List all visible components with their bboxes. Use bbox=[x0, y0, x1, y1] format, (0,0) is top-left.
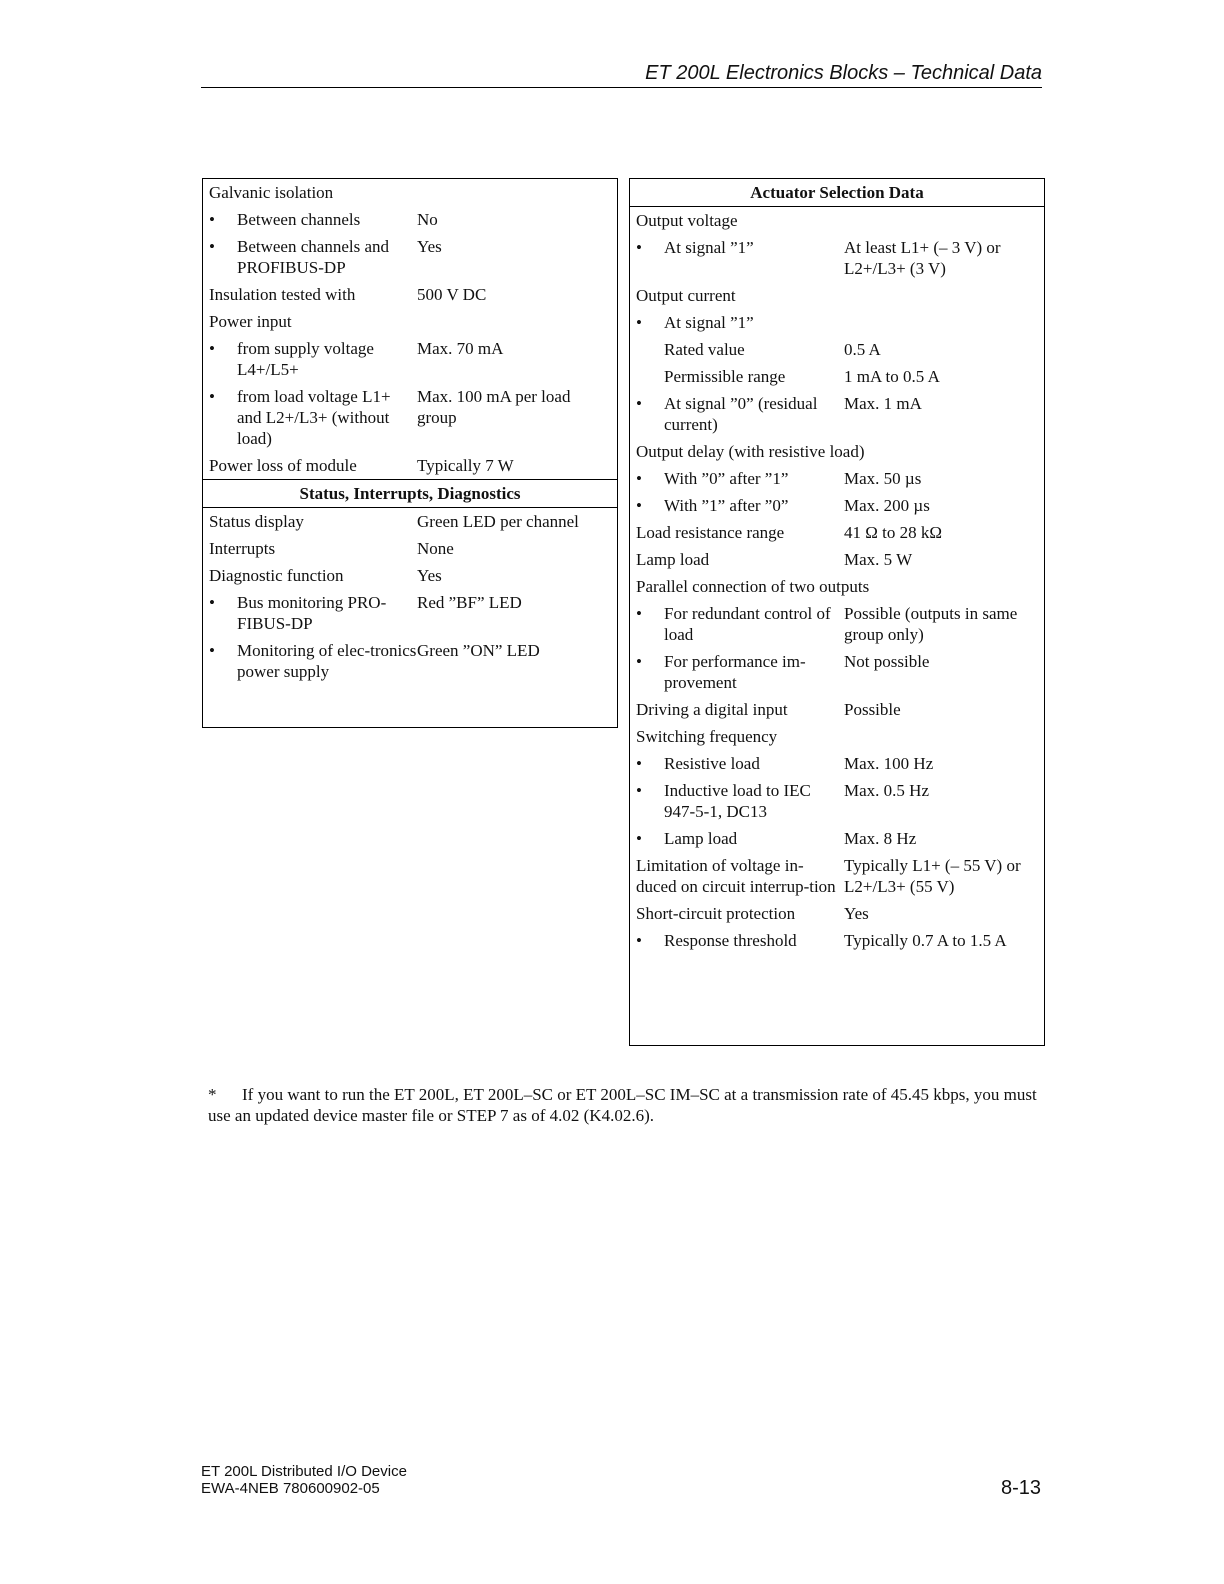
spec-label: Status display bbox=[209, 512, 304, 531]
spec-row bbox=[203, 233, 617, 281]
spec-row bbox=[203, 179, 617, 206]
spec-value bbox=[417, 182, 611, 203]
spec-row bbox=[630, 234, 1044, 282]
spec-row bbox=[203, 508, 617, 535]
spec-label: Output delay (with resistive load) bbox=[636, 442, 865, 461]
spec-value: 41 Ω to 28 kΩ bbox=[844, 523, 942, 542]
spec-value: Not possible bbox=[844, 652, 930, 671]
spec-label: Short-circuit protection bbox=[636, 904, 796, 923]
spec-label: Driving a digital input bbox=[636, 700, 788, 719]
left-rows2-group bbox=[203, 508, 617, 685]
spec-label: Permissible range bbox=[664, 367, 786, 386]
spec-label: Power input bbox=[209, 312, 292, 331]
spec-value: Max. 0.5 Hz bbox=[844, 781, 929, 800]
spec-value: Red ”BF” LED bbox=[417, 593, 522, 612]
spec-bullet-label: • Bus monitoring PRO-FIBUS-DP bbox=[209, 592, 417, 634]
spec-value: Typically 0.7 A to 1.5 A bbox=[844, 931, 1007, 950]
spec-value bbox=[844, 312, 1038, 333]
spec-value: No bbox=[417, 210, 438, 229]
spec-value: 500 V DC bbox=[417, 285, 487, 304]
spec-row bbox=[203, 281, 617, 308]
spec-row bbox=[630, 309, 1044, 336]
spec-value: Max. 100 Hz bbox=[844, 754, 934, 773]
spec-value bbox=[844, 210, 1038, 231]
spec-value: Typically 7 W bbox=[417, 456, 514, 475]
spec-bullet-label: • For redundant control of load bbox=[636, 603, 844, 645]
spec-bullet-label: • At signal ”0” (residual current) bbox=[636, 393, 844, 435]
spec-row bbox=[630, 750, 1044, 777]
spec-bullet-label: • Resistive load bbox=[636, 753, 844, 774]
spec-row bbox=[630, 492, 1044, 519]
spec-value bbox=[869, 576, 1038, 597]
spec-row bbox=[630, 465, 1044, 492]
spec-value: Possible bbox=[844, 700, 901, 719]
spec-row bbox=[203, 335, 617, 383]
spec-row bbox=[630, 390, 1044, 438]
left-spec-table bbox=[202, 178, 618, 728]
spec-bullet-label: • Between channels and PROFIBUS-DP bbox=[209, 236, 417, 278]
spec-value: Max. 200 µs bbox=[844, 496, 930, 515]
spec-value: Max. 70 mA bbox=[417, 339, 504, 358]
spec-value: Yes bbox=[417, 237, 442, 256]
spec-value: Max. 1 mA bbox=[844, 394, 922, 413]
spec-value: Yes bbox=[844, 904, 869, 923]
spec-bullet-label: • Between channels bbox=[209, 209, 417, 230]
spec-value: Green ”ON” LED bbox=[417, 641, 540, 660]
spec-row bbox=[630, 519, 1044, 546]
spec-value: Max. 100 mA per load group bbox=[417, 387, 571, 427]
spec-label: Parallel connection of two outputs bbox=[636, 577, 870, 596]
right-rows-group bbox=[630, 207, 1044, 954]
spec-value: None bbox=[417, 539, 454, 558]
spec-value: Green LED per channel bbox=[417, 512, 579, 531]
spec-row bbox=[203, 637, 617, 685]
page-header-title: ET 200L Electronics Blocks – Technical Data bbox=[201, 60, 1042, 88]
spec-value bbox=[844, 726, 1038, 747]
spec-bullet-label: • For performance im-provement bbox=[636, 651, 844, 693]
spec-value: Possible (outputs in same group only) bbox=[844, 604, 1018, 644]
footnote-mark: * bbox=[208, 1085, 217, 1104]
spec-value: Yes bbox=[417, 566, 442, 585]
spec-row bbox=[630, 363, 1044, 390]
spec-row bbox=[630, 600, 1044, 648]
spec-value: Max. 5 W bbox=[844, 550, 913, 569]
spec-row bbox=[630, 852, 1044, 900]
spec-value: 0.5 A bbox=[844, 340, 881, 359]
spec-bullet-label: • Response threshold bbox=[636, 930, 844, 951]
spec-label: Output voltage bbox=[636, 211, 738, 230]
spec-label: Galvanic isolation bbox=[209, 183, 334, 202]
spec-value: Typically L1+ (– 55 V) or L2+/L3+ (55 V) bbox=[844, 856, 1021, 896]
footer-line2: EWA-4NEB 780600902-05 bbox=[201, 1480, 380, 1497]
spec-label: Lamp load bbox=[636, 550, 710, 569]
spec-row bbox=[630, 900, 1044, 927]
footer-doc-info bbox=[201, 1463, 407, 1497]
spec-label: Diagnostic function bbox=[209, 566, 344, 585]
spec-row bbox=[630, 282, 1044, 309]
left-rows-group bbox=[203, 179, 617, 479]
spec-bullet-label: • from load voltage L1+ and L2+/L3+ (without load) bbox=[209, 386, 417, 449]
spec-label: Output current bbox=[636, 286, 736, 305]
spec-row bbox=[630, 927, 1044, 954]
spec-bullet-label: • Lamp load bbox=[636, 828, 844, 849]
spec-label: Switching frequency bbox=[636, 727, 778, 746]
spec-row bbox=[630, 336, 1044, 363]
spec-bullet-label: • With ”0” after ”1” bbox=[636, 468, 844, 489]
spec-value bbox=[844, 285, 1038, 306]
spec-row bbox=[203, 308, 617, 335]
spec-row bbox=[203, 383, 617, 452]
spec-label: Load resistance range bbox=[636, 523, 785, 542]
spec-bullet-label: • With ”1” after ”0” bbox=[636, 495, 844, 516]
spec-label: Power loss of module bbox=[209, 456, 357, 475]
spec-row bbox=[630, 825, 1044, 852]
spec-bullet-label: • At signal ”1” bbox=[636, 237, 844, 279]
spec-row bbox=[630, 573, 1044, 600]
spec-row bbox=[630, 546, 1044, 573]
spec-bullet-label: • from supply voltage L4+/L5+ bbox=[209, 338, 417, 380]
spec-bullet-label: • Monitoring of elec-tronics power supply bbox=[209, 640, 417, 682]
spec-bullet-label: • At signal ”1” bbox=[636, 312, 844, 333]
section-title-actuator: Actuator Selection Data bbox=[630, 179, 1044, 207]
spec-value bbox=[865, 441, 1038, 462]
spec-row bbox=[203, 535, 617, 562]
spec-row bbox=[630, 648, 1044, 696]
spec-row bbox=[630, 207, 1044, 234]
footnote-text: If you want to run the ET 200L, ET 200L–SC or ET 200L–SC IM–SC at a transmission rate of 45.45 kbps, you must use an updated device master file or STEP 7 as of 4.02 (K4.02.6). bbox=[208, 1085, 1037, 1125]
page-number: 8-13 bbox=[1000, 1477, 1041, 1499]
spec-label: Rated value bbox=[664, 340, 745, 359]
spec-value: Max. 50 µs bbox=[844, 469, 922, 488]
spec-row bbox=[203, 452, 617, 479]
spec-label: Limitation of voltage in-duced on circuit interrup-tion bbox=[636, 856, 836, 896]
spec-value: 1 mA to 0.5 A bbox=[844, 367, 940, 386]
spec-row bbox=[203, 206, 617, 233]
footer-line1: ET 200L Distributed I/O Device bbox=[201, 1463, 407, 1480]
spec-row bbox=[630, 777, 1044, 825]
spec-bullet-label: • Inductive load to IEC 947-5-1, DC13 bbox=[636, 780, 844, 822]
spec-value: At least L1+ (– 3 V) or L2+/L3+ (3 V) bbox=[844, 238, 1001, 278]
spec-row bbox=[630, 723, 1044, 750]
spec-value: Max. 8 Hz bbox=[844, 829, 917, 848]
spec-row bbox=[630, 438, 1044, 465]
spec-row bbox=[630, 696, 1044, 723]
spec-row bbox=[203, 562, 617, 589]
footnote bbox=[208, 1084, 1038, 1126]
spec-value bbox=[417, 311, 611, 332]
spec-label: Insulation tested with bbox=[209, 285, 356, 304]
spec-row bbox=[203, 589, 617, 637]
right-spec-table bbox=[629, 178, 1045, 1046]
section-title-status: Status, Interrupts, Diagnostics bbox=[203, 479, 617, 508]
spec-label: Interrupts bbox=[209, 539, 276, 558]
